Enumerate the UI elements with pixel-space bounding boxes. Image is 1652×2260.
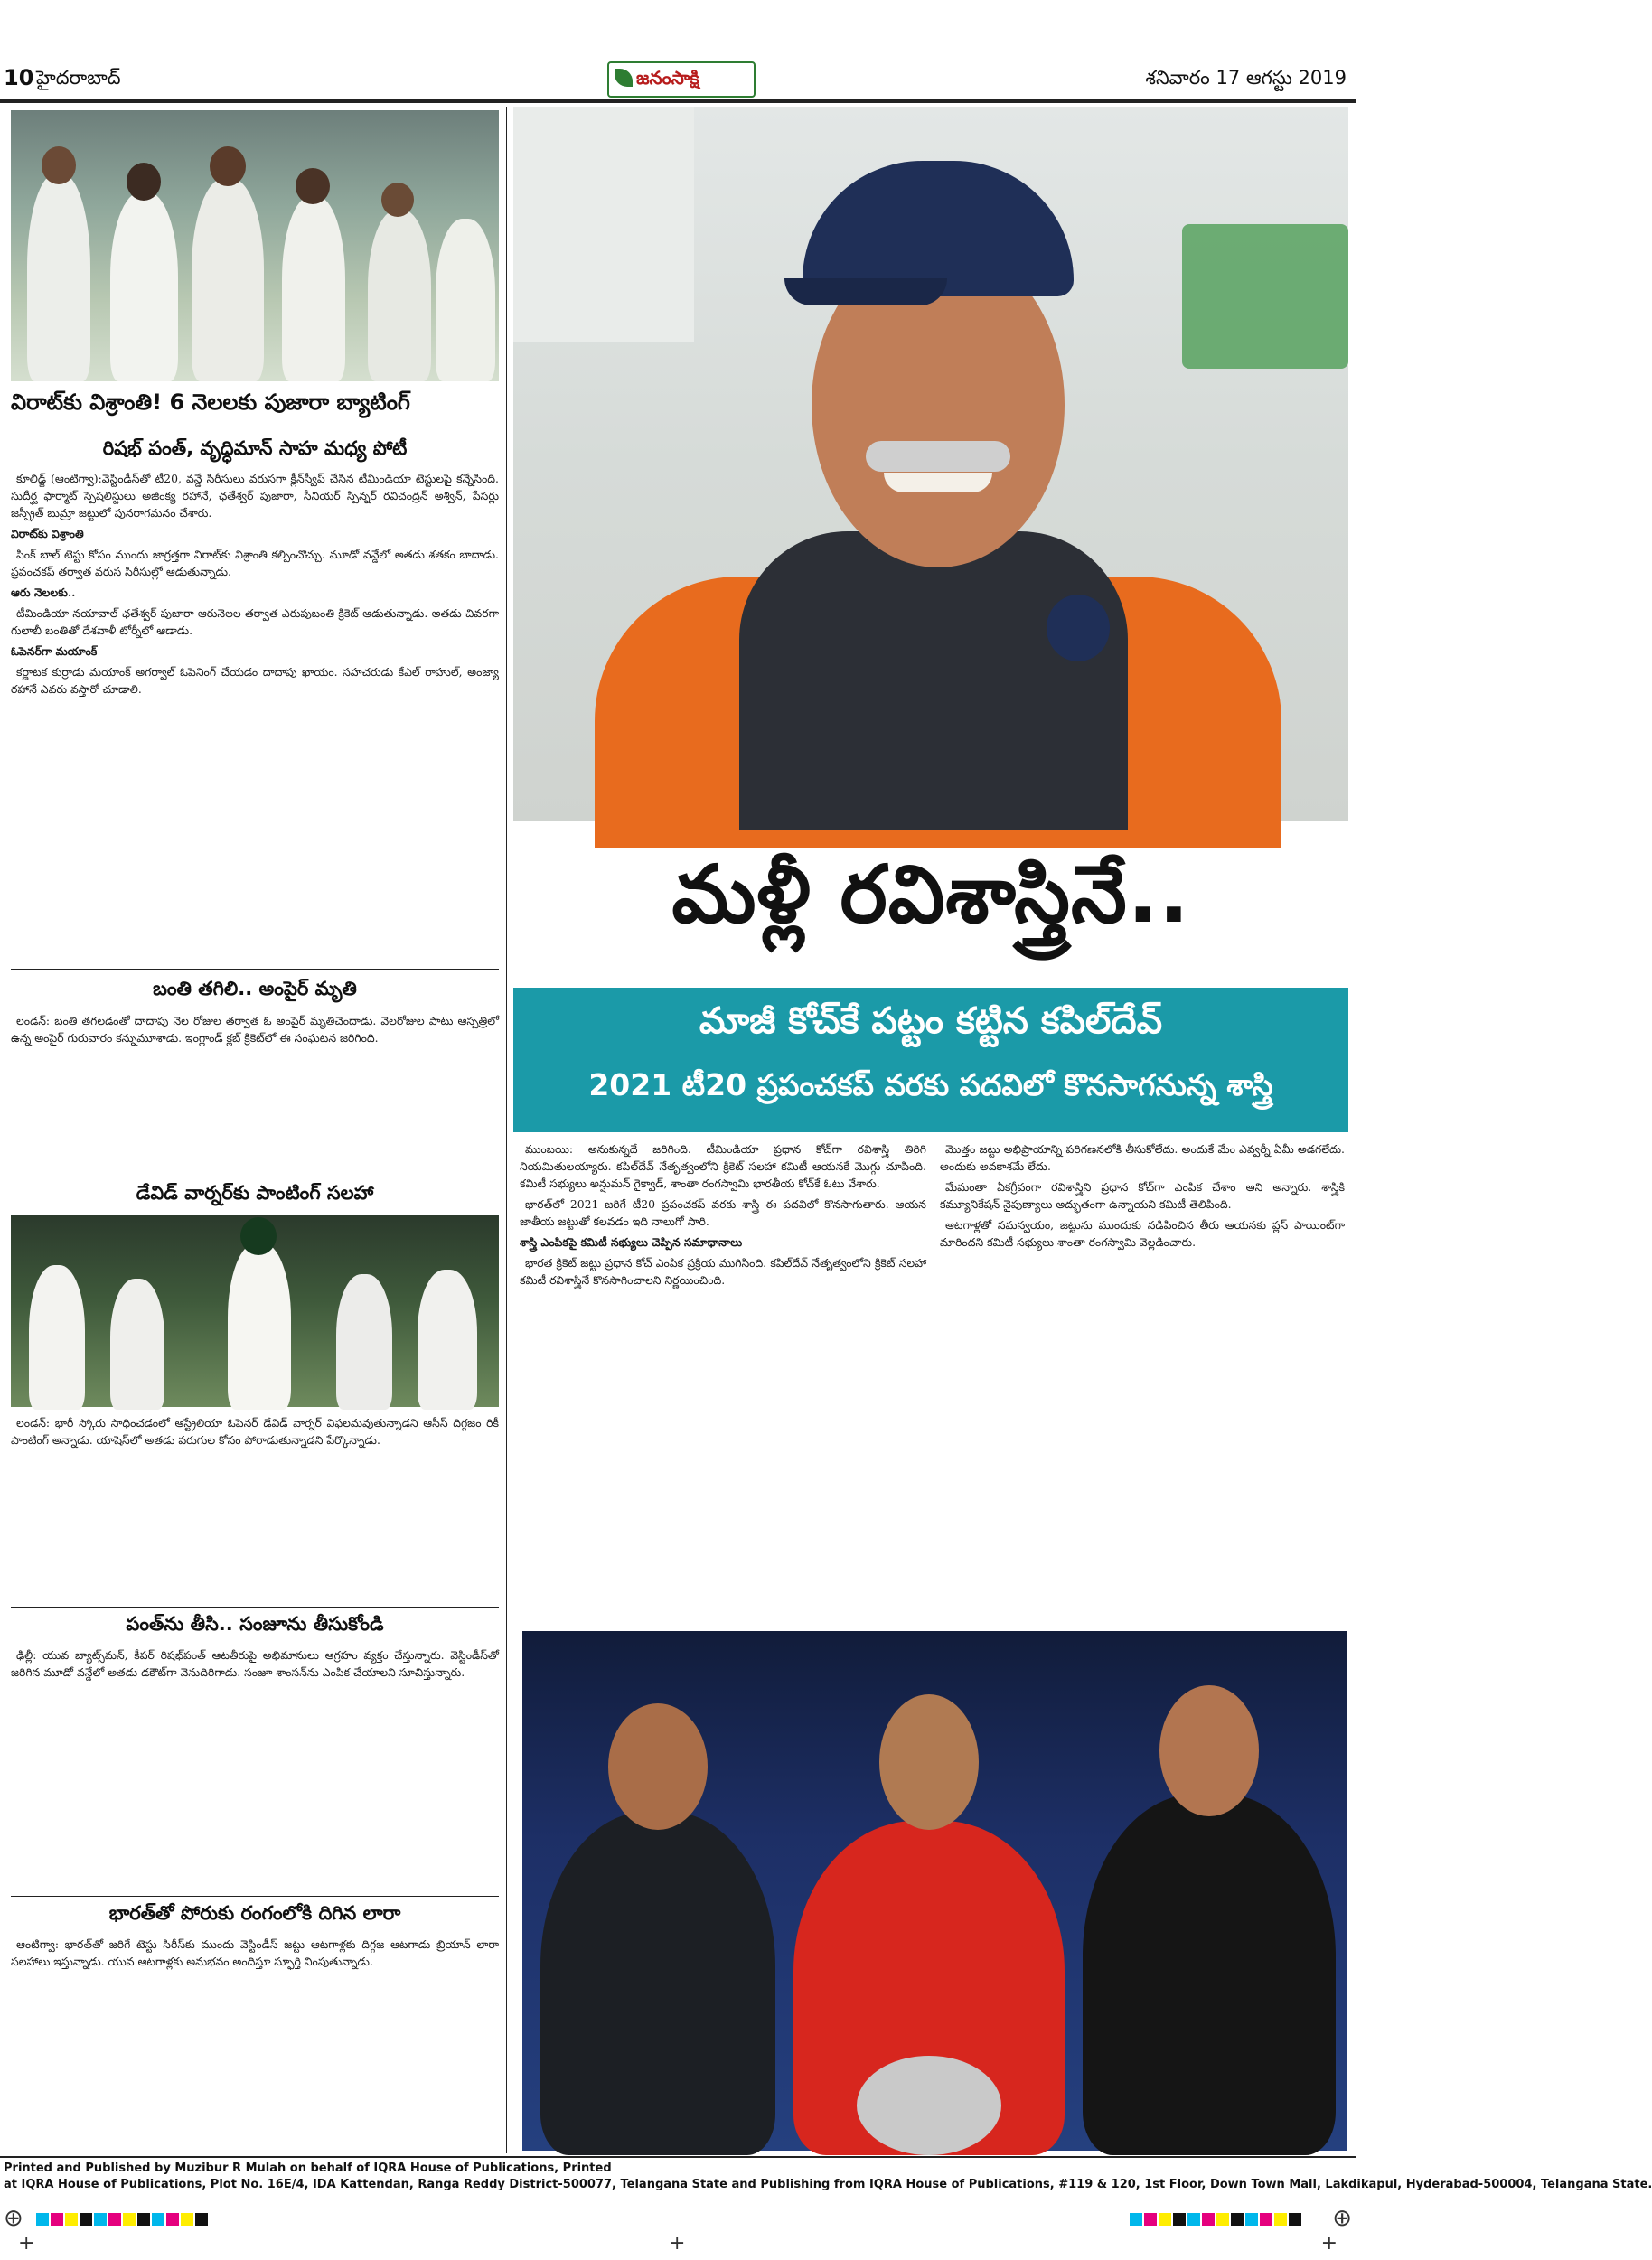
main-paragraph: ఆటగాళ్లతో సమన్వయం, జట్టును ముందుకు నడిపించిన తీరు ఆయనకు ప్లస్ పాయింట్‌గా మారిందని కమిటీ సభ్యులు శాంతా రంగస్వామి వెల్లడించారు. <box>940 1218 1345 1249</box>
story4-paragraph: ఢిల్లీ: యువ బ్యాట్స్‌మన్, కీపర్ రిషభ్‌పంత్ ఆటతీరుపై అభిమానులు ఆగ్రహం వ్యక్తం చేస్తున్నారు. వెస్టిండీస్‌తో జరిగిన మూడో వన్డేలో అతడు డకౌట్‌గా వెనుదిరిగాడు. సంజూ శాంసన్‌ను ఎంపిక చేయాలని సూచిస్తున్నారు. <box>11 1648 499 1679</box>
story1-subtitle: ఆరు నెలలకు.. <box>11 586 76 599</box>
team-celebration-photo <box>11 110 499 381</box>
story2-paragraph: లండన్: బంతి తగలడంతో దాదాపు నెల రోజుల తర్వాత ఓ అంపైర్ మృతిచెందాడు. వెలరోజుల పాటు ఆస్పత్రిలో ఉన్న అంపైర్ గురువారం కన్నుమూశాడు. ఇంగ్లాండ్ క్లబ్ క్రికెట్‌లో ఈ సంఘటన జరిగింది. <box>11 1014 499 1045</box>
registration-mark-icon: ⊕ <box>4 2205 23 2232</box>
story5-body <box>11 1936 499 2152</box>
story1-paragraph: టీమిండియా నయావాల్ ఛతేశ్వర్ పుజారా ఆరునెలల తర్వాత ఎరుపుబంతి క్రికెట్ ఆడుతున్నాడు. అతడు చివరగా గులాబీ బంతితో దేశవాళీ టోర్నీలో ఆడాడు. <box>11 606 499 637</box>
story3-paragraph: లండన్: భారీ స్కోరు సాధించడంలో ఆస్ట్రేలియా ఓపెనర్ డేవిడ్ వార్నర్ విఫలమవుతున్నాడని ఆసీస్ దిగ్గజం రికీ పాంటింగ్ అన్నాడు. యాషెస్‌లో అతడు పరుగుల కోసం పోరాడుతున్నాడని పేర్కొన్నాడు. <box>11 1416 499 1447</box>
crop-mark-icon: + <box>18 2232 35 2255</box>
page-number: 10 <box>4 65 34 90</box>
main-paragraph: భారత క్రికెట్ జట్టు ప్రధాన కోచ్ ఎంపిక ప్రక్రియ ముగిసింది. కపిల్‌దేవ్ నేతృత్వంలోని క్రికెట్ సలహా కమిటీ రవిశాస్త్రినే కొనసాగించాలని నిర్ణయించింది. <box>520 1256 926 1287</box>
color-bar <box>36 2212 210 2229</box>
story2-headline: బంతి తగిలి.. అంపైర్ మృతి <box>153 978 357 999</box>
crop-mark-icon: + <box>1320 2232 1338 2255</box>
issue-date: శనివారం 17 ఆగస్టు 2019 <box>1145 67 1347 89</box>
main-paragraph: మొత్తం జట్టు అభిప్రాయాన్ని పరిగణనలోకి తీసుకోలేదు. అందుకే మేం ఎవ్వర్నీ ఏమీ అడగలేదు. అందుకు అవకాశమే లేదు. <box>940 1142 1345 1173</box>
story2-body <box>11 1012 499 1175</box>
footer-rule <box>0 2156 1356 2158</box>
header-rule <box>0 99 1356 103</box>
divider <box>11 1896 499 1897</box>
imprint-line-2: at IQRA House of Publications, Plot No. 16E/4, IDA Kattendan, Ranga Reddy District-500077, Telangana State and Publishing from IQRA House of Publications, #119 & 120, 1st Floor, Down Town Mall, Lakdikapul, Hyderabad-500004, Telangana State. <box>4 2178 1652 2191</box>
leaf-icon <box>615 69 633 87</box>
divider <box>11 1607 499 1608</box>
ravi-shastri-photo <box>513 107 1348 821</box>
story1-paragraph: కూలిడ్జ్ (ఆంటిగ్వా):వెస్టిండీస్‌తో టీ20, వన్డే సిరీసులు వరుసగా క్లీన్‌స్వీప్ చేసిన టీమిండియా టెస్టులపై కన్నేసింది. సుదీర్ఘ ఫార్మాట్ స్పెషలిస్టులు అజింక్య రహానే, ఛతేశ్వర్ పుజారా, సీనియర్ స్పిన్నర్ రవిచంద్రన్ అశ్విన్, పేసర్లు జస్ప్రీత్ బుమ్రా జట్టులో పునరాగమనం చేశారు. <box>11 472 499 520</box>
main-story-column-2 <box>940 1140 1345 1624</box>
main-headline: మళ్లీ రవిశాస్త్రినే.. <box>671 848 1190 941</box>
story1-body <box>11 470 499 962</box>
banner-line-2: 2021 టీ20 ప్రపంచకప్ వరకు పదవిలో కొనసాగనున్న శాస్త్రి <box>588 1067 1273 1102</box>
column-divider <box>506 107 507 2153</box>
story4-body <box>11 1646 499 1890</box>
logo-text: జనంసాక్షి <box>636 67 699 89</box>
masthead <box>0 61 1356 98</box>
subheadline-banner <box>513 988 1348 1132</box>
story3-headline: డేవిడ్ వార్నర్‌కు పాంటింగ్ సలహా <box>136 1182 374 1204</box>
main-story-column-1 <box>520 1140 926 1624</box>
main-subtitle: శాస్త్రి ఎంపికపై కమిటీ సభ్యులు చెప్పిన సమాధానాలు <box>520 1235 743 1249</box>
divider <box>11 969 499 970</box>
main-paragraph: భారత్‌లో 2021 జరిగే టీ20 ప్రపంచకప్ వరకు శాస్త్రి ఈ పదవిలో కొనసాగుతారు. ఆయన జాతీయ జట్టుతో కలవడం ఇది నాలుగో సారి. <box>520 1197 926 1228</box>
banner-line-1: మాజీ కోచ్‌కే పట్టం కట్టిన కపిల్‌దేవ్ <box>699 1000 1163 1042</box>
story1-paragraph: కర్ణాటక కుర్రాడు మయాంక్ అగర్వాల్ ఓపెనింగ్ చేయడం దాదాపు ఖాయం. సహచరుడు కేఎల్ రాహుల్, అంజ్యా రహానే ఎవరు వస్తారో చూడాలి. <box>11 665 499 696</box>
story1-subtitle: ఓపెనర్‌గా మయాంక్ <box>11 644 98 658</box>
story5-headline: భారత్‌తో పోరుకు రంగంలోకి దిగిన లారా <box>108 1902 401 1924</box>
newspaper-logo <box>607 61 756 98</box>
story3-body <box>11 1414 499 1604</box>
story1-paragraph: పింక్ బాల్ టెస్టు కోసం ముందు జాగ్రత్తగా విరాట్‌కు విశ్రాంతి కల్పించొచ్చు. మూడో వన్డేలో అతడు శతకం బాదాడు. ప్రపంచకప్‌ తర్వాత వరుస సిరీసుల్లో ఆడుతున్నాడు. <box>11 548 499 578</box>
kohli-kapil-shastri-photo <box>522 1631 1347 2151</box>
registration-mark-icon: ⊕ <box>1332 2205 1352 2232</box>
main-paragraph: ముంబయి: అనుకున్నదే జరిగింది. టీమిండియా ప్రధాన కోచ్‌గా రవిశాస్త్రి తిరిగి నియమితులయ్యారు. కపిల్‌దేవ్ నేతృత్వంలోని క్రికెట్ సలహా కమిటీ ఆయనకే మొగ్గు చూపింది. కమిటీ సభ్యులు అన్షుమన్ గైక్వాడ్, శాంతా రంగస్వామి భారతీయ కోచ్‌కే ఓటు వేశారు. <box>520 1142 926 1190</box>
section-name: హైదరాబాద్ <box>36 67 121 89</box>
imprint-line-1: Printed and Published by Muzibur R Mulah on behalf of IQRA House of Publications, Printed <box>4 2162 612 2175</box>
story1-subhead: రిషభ్ పంత్, వృద్ధిమాన్ సాహ మధ్య పోటీ <box>102 437 408 459</box>
warner-photo <box>11 1215 499 1407</box>
main-paragraph: మేమంతా ఏకగ్రీవంగా రవిశాస్త్రిని ప్రధాన కోచ్‌గా ఎంపిక చేశాం అని అన్నారు. శాస్త్రికి కమ్యూనికేషన్ నైపుణ్యాలు అద్భుతంగా ఉన్నాయని కమిటీ తెలిపింది. <box>940 1180 1345 1211</box>
color-bar <box>1130 2212 1303 2229</box>
story5-paragraph: ఆంటిగ్వా: భారత్‌తో జరిగే టెస్టు సిరీస్‌కు ముందు వెస్టిండీస్ జట్టు ఆటగాళ్లకు దిగ్గజ ఆటగాడు బ్రియాన్ లారా సలహాలు ఇస్తున్నాడు. యువ ఆటగాళ్లకు అనుభవం అందిస్తూ స్ఫూర్తి నింపుతున్నాడు. <box>11 1937 499 1968</box>
story1-subtitle: విరాట్‌కు విశ్రాంతి <box>11 527 84 540</box>
story4-headline: పంత్‌ను తీసి.. సంజూను తీసుకోండి <box>126 1613 384 1635</box>
crop-mark-icon: + <box>669 2232 686 2255</box>
story1-headline: విరాట్‌కు విశ్రాంతి! 6 నెలలకు పుజారా బ్యాటింగ్ <box>11 389 410 415</box>
